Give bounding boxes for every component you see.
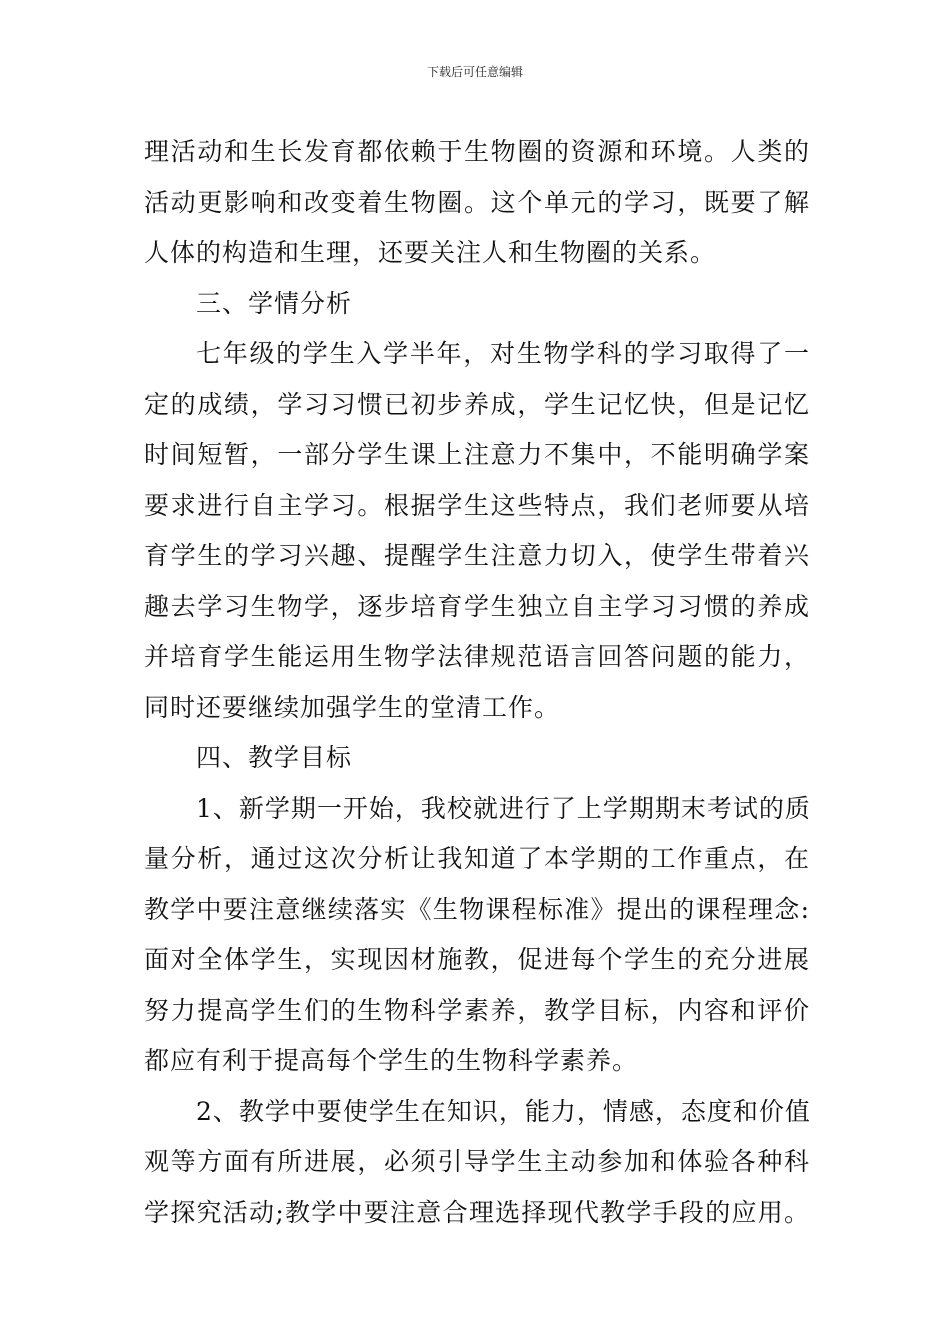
text-line: 面对全体学生，实现因材施教，促进每个学生的充分进展 (144, 945, 810, 974)
text-line: 都应有利于提高每个学生的生物科学素养。 (144, 1046, 639, 1075)
text-line: 时间短暂，一部分学生课上注意力不集中，不能明确学案 (144, 440, 810, 469)
text-line: 教学中要注意继续落实《生物课程标准》提出的课程理念: (144, 894, 810, 924)
section-heading: 四、教学目标 (196, 743, 353, 772)
section-heading: 三、学情分析 (196, 288, 353, 318)
text-line: 1、新学期一开始，我校就进行了上学期期末考试的质 (196, 793, 811, 823)
text-line: 趣去学习生物学，逐步培育学生独立自主学习习惯的养成 (144, 591, 810, 621)
text-line: 并培育学生能运用生物学法律规范语言回答问题的能力， (144, 642, 810, 671)
text-line: 量分析，通过这次分析让我知道了本学期的工作重点，在 (144, 844, 810, 873)
text-line: 同时还要继续加强学生的堂清工作。 (144, 692, 561, 722)
document-body (144, 127, 810, 1238)
text-line: 活动更影响和改变着生物圈。这个单元的学习，既要了解 (144, 187, 810, 217)
text-line: 观等方面有所进展，必须引导学生主动参加和体验各种科 (144, 1147, 810, 1176)
text-line: 定的成绩，学习习惯已初步养成，学生记忆快，但是记忆 (144, 389, 810, 419)
text-line: 2、教学中要使学生在知识，能力，情感，态度和价值 (196, 1096, 811, 1126)
text-line: 人体的构造和生理，还要关注人和生物圈的关系。 (144, 238, 717, 267)
page-header: 下载后可任意编辑 (426, 65, 523, 79)
text-line: 学探究活动;教学中要注意合理选择现代教学手段的应用。 (144, 1197, 810, 1227)
text-line: 育学生的学习兴趣、提醒学生注意力切入，使学生带着兴 (144, 541, 810, 570)
text-line: 七年级的学生入学半年，对生物学科的学习取得了一 (196, 339, 810, 368)
text-line: 努力提高学生们的生物科学素养，教学目标，内容和评价 (144, 995, 810, 1025)
text-line: 理活动和生长发育都依赖于生物圈的资源和环境。人类的 (144, 137, 810, 166)
text-line: 要求进行自主学习。根据学生这些特点，我们老师要从培 (144, 490, 810, 520)
